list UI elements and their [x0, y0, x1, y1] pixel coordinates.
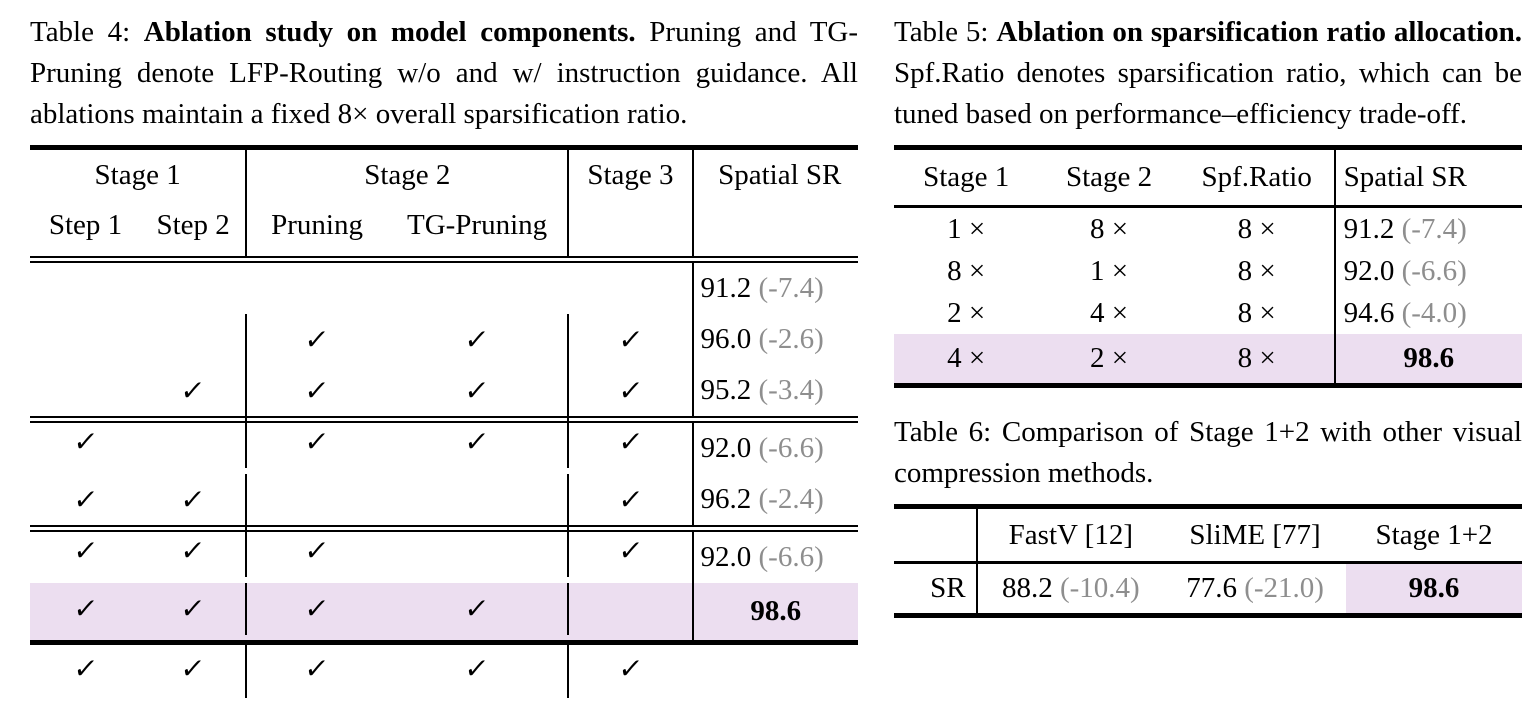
spatial-sr-cell — [692, 583, 858, 640]
score-delta: (-7.4) — [1401, 213, 1467, 245]
check-icon: ✓ — [179, 592, 208, 625]
score-delta: (-6.6) — [758, 432, 824, 464]
slime-cell — [1164, 564, 1346, 613]
spatial-sr-cell — [692, 314, 858, 365]
check-icon — [387, 583, 568, 635]
right-column — [894, 12, 1522, 618]
ratio-cell: 8 × — [1237, 297, 1276, 329]
check-icon — [30, 416, 141, 468]
table6-caption: Table 6: Comparison of Stage 1+2 with other visual compression methods. — [894, 416, 1522, 489]
header-tg-pruning: TG-Pruning — [406, 209, 548, 241]
score-value: 91.2 — [1343, 213, 1395, 245]
check-icon — [141, 474, 245, 526]
check-icon: ✓ — [71, 652, 100, 685]
check-icon — [387, 416, 568, 468]
stage2-cell: 8 × — [1090, 213, 1129, 245]
header-fastv: FastV [12] — [976, 509, 1164, 561]
stage2-cell: 2 × — [1090, 342, 1129, 374]
table4 — [30, 145, 858, 685]
spatial-sr-cell — [1334, 292, 1522, 334]
check-icon: ✓ — [463, 374, 492, 407]
stage1-cell: 1 × — [947, 213, 986, 245]
score-delta: (-21.0) — [1244, 572, 1324, 604]
check-icon: ✓ — [302, 374, 332, 407]
check-icon: ✓ — [71, 592, 100, 625]
score-delta: (-10.4) — [1059, 572, 1140, 604]
check-icon — [387, 314, 568, 366]
table6 — [894, 504, 1522, 618]
check-icon: ✓ — [179, 483, 208, 516]
empty-cell — [245, 474, 387, 526]
check-icon — [30, 474, 141, 526]
header-stage12: Stage 1+2 — [1375, 519, 1493, 551]
ratio-cell: 8 × — [1237, 255, 1276, 287]
header-slime: SliME [77] — [1189, 519, 1321, 551]
score-value: 98.6 — [1403, 342, 1455, 374]
check-icon: ✓ — [616, 652, 645, 685]
score-delta: (-2.6) — [758, 323, 824, 355]
check-icon — [245, 583, 387, 635]
score-value: 88.2 — [1001, 572, 1053, 604]
header-stage1: Stage 1 — [923, 161, 1010, 193]
check-icon: ✓ — [463, 425, 492, 458]
ratio-cell: 8 × — [1237, 213, 1276, 245]
header-step1: Step 1 — [48, 209, 123, 241]
header-stage1: Stage 1 — [94, 159, 181, 191]
empty-cell — [387, 525, 568, 577]
table5-caption-rest: Spf.Ratio denotes sparsification ratio, which can be tuned based on performance–efficiency trade-off. — [894, 57, 1522, 130]
row-label: SR — [930, 572, 966, 604]
score-delta: (-6.6) — [1401, 255, 1467, 287]
table4-caption — [30, 12, 858, 135]
check-icon: ✓ — [616, 534, 645, 567]
score-delta: (-6.6) — [758, 541, 824, 573]
score-value: 96.0 — [700, 323, 752, 355]
spatial-sr-cell — [1334, 208, 1522, 250]
check-icon: ✓ — [616, 323, 645, 356]
empty-cell — [567, 583, 691, 635]
spatial-sr-cell — [692, 474, 858, 525]
spacer — [894, 388, 1522, 412]
check-icon: ✓ — [179, 534, 208, 567]
table4-header-rule — [30, 256, 858, 263]
table5-caption — [894, 12, 1522, 135]
header-step2: Step 2 — [156, 209, 230, 241]
empty-cell — [30, 365, 141, 417]
spatial-sr-cell — [1334, 334, 1522, 383]
empty-cell — [387, 474, 568, 526]
score-delta: (-7.4) — [758, 272, 824, 304]
check-icon — [567, 314, 691, 366]
check-icon — [141, 583, 245, 635]
fastv-cell — [976, 564, 1164, 613]
check-icon — [30, 583, 141, 635]
table-row-highlighted — [894, 334, 1522, 383]
check-icon — [567, 640, 691, 698]
table-row — [894, 250, 1522, 292]
check-icon: ✓ — [302, 323, 332, 356]
stage1-cell: 8 × — [947, 255, 986, 287]
header-pruning: Pruning — [245, 200, 387, 256]
table5-caption-bold: Ablation on sparsification ratio allocation. — [996, 16, 1522, 48]
stage2-cell: 1 × — [1090, 255, 1129, 287]
spatial-sr-cell — [692, 532, 858, 583]
check-icon — [245, 640, 387, 698]
check-icon — [567, 416, 691, 468]
header-spatial-sr: Spatial SR — [692, 150, 858, 256]
table5-header — [894, 150, 1522, 205]
stage2-cell: 4 × — [1090, 297, 1129, 329]
spatial-sr-cell — [692, 263, 858, 314]
check-icon — [30, 525, 141, 577]
header-spf-ratio: Spf.Ratio — [1201, 161, 1312, 193]
header-blank — [894, 509, 976, 561]
check-icon: ✓ — [71, 425, 100, 458]
score-value: 96.2 — [700, 483, 752, 515]
header-stage2: Stage 2 — [1065, 161, 1153, 193]
check-icon — [387, 365, 568, 417]
table6-header — [894, 509, 1522, 561]
score-value: 77.6 — [1186, 572, 1237, 604]
score-value: 92.0 — [700, 432, 752, 464]
table-row — [894, 564, 1522, 613]
check-icon: ✓ — [302, 534, 332, 567]
table4-header — [30, 150, 858, 256]
score-value: 92.0 — [700, 541, 752, 573]
check-icon: ✓ — [463, 652, 492, 685]
check-icon — [141, 365, 245, 417]
table4-caption-rest: Pruning and TG-Pruning denote LFP-Routing w/o and w/ instruction guidance. All ablations maintain a fixed 8× overall sparsification ratio. — [30, 16, 859, 130]
header-spatial-sr: Spatial SR — [1334, 150, 1522, 205]
check-icon: ✓ — [463, 592, 492, 625]
check-icon: ✓ — [302, 652, 332, 685]
spatial-sr-cell — [692, 423, 858, 474]
empty-cell — [141, 314, 245, 366]
check-icon: ✓ — [616, 374, 645, 407]
check-icon: ✓ — [179, 374, 208, 407]
table4-caption-bold: Ablation study on model components. — [143, 16, 636, 48]
check-icon — [567, 474, 691, 526]
score-value: 92.0 — [1343, 255, 1395, 287]
check-icon — [567, 365, 691, 417]
check-icon — [245, 525, 387, 577]
table5-caption-prefix: Table 5: — [894, 16, 997, 48]
table6-bottom-rule — [894, 613, 1522, 618]
stage1-cell: 2 × — [947, 297, 986, 329]
check-icon: ✓ — [616, 425, 645, 458]
score-delta: (-2.4) — [758, 483, 824, 515]
table5 — [894, 145, 1522, 388]
check-icon: ✓ — [463, 323, 492, 356]
check-icon: ✓ — [179, 652, 208, 685]
check-icon — [141, 525, 245, 577]
table-row — [894, 292, 1522, 334]
check-icon: ✓ — [302, 592, 332, 625]
stage12-cell-highlighted — [1346, 564, 1522, 613]
check-icon: ✓ — [71, 534, 100, 567]
score-value: 94.6 — [1343, 297, 1395, 329]
check-icon: ✓ — [71, 483, 100, 516]
table4-caption-prefix: Table 4: — [30, 16, 144, 48]
check-icon — [141, 640, 245, 698]
score-value: 91.2 — [700, 272, 752, 304]
spatial-sr-cell — [1334, 250, 1522, 292]
check-icon: ✓ — [616, 483, 645, 516]
score-delta: (-3.4) — [758, 374, 824, 406]
score-value: 98.6 — [1408, 572, 1460, 604]
table-row — [894, 208, 1522, 250]
score-delta: (-4.0) — [1401, 297, 1467, 329]
spatial-sr-cell — [692, 365, 858, 416]
header-stage3: Stage 3 — [567, 150, 691, 256]
empty-cell — [30, 314, 141, 366]
check-icon — [245, 416, 387, 468]
check-icon — [567, 525, 691, 577]
check-icon — [245, 314, 387, 366]
check-icon — [387, 640, 568, 698]
header-stage2: Stage 2 — [245, 150, 567, 200]
stage1-cell: 4 × — [947, 342, 986, 374]
score-value: 95.2 — [700, 374, 752, 406]
check-icon: ✓ — [302, 425, 332, 458]
table4-section — [30, 12, 859, 685]
score-value: 98.6 — [750, 595, 802, 627]
empty-cell — [141, 416, 245, 468]
check-icon — [245, 365, 387, 417]
check-icon — [30, 640, 141, 698]
ratio-cell: 8 × — [1237, 342, 1276, 374]
